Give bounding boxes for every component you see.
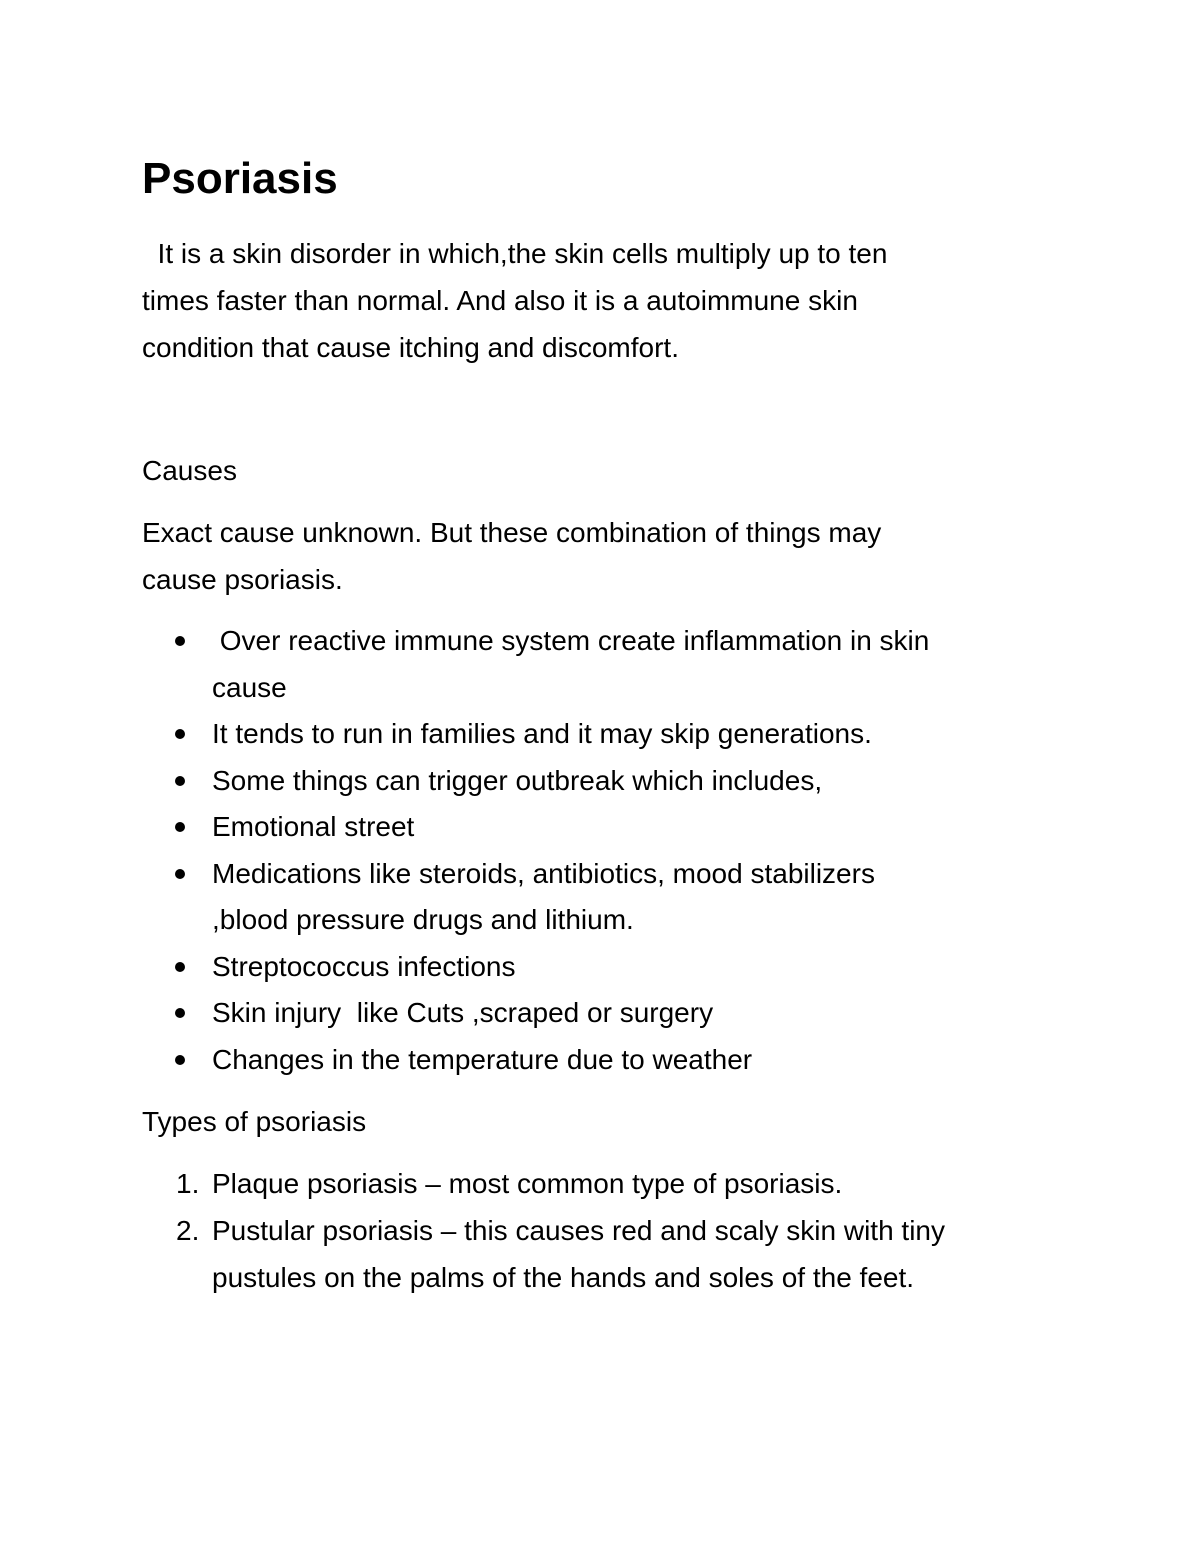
bullet-icon [175,1008,185,1018]
bullet-icon [175,962,185,972]
list-item-text: Changes in the temperature due to weather [212,1043,753,1075]
causes-heading: Causes [142,455,237,486]
list-item [212,1037,1062,1084]
list-item [212,711,1062,758]
list-item [212,618,1062,711]
causes-line: cause psoriasis. [142,564,343,595]
list-item [212,804,1062,851]
intro-paragraph [142,230,1042,371]
list-item-text: Medications like steroids, antibiotics, mood stabilizers [212,857,875,889]
list-item-text: It tends to run in families and it may skip generations. [212,718,872,749]
list-item-text: Some things can trigger outbreak which includes, [212,764,823,796]
document-title: Psoriasis [142,154,338,203]
list-item [212,851,1062,944]
bullet-icon [175,869,185,879]
types-list [176,1160,1062,1301]
types-heading: Types of psoriasis [142,1106,367,1137]
intro-line: times faster than normal. And also it is a autoimmune skin [142,285,858,316]
list-item-text: ,blood pressure drugs and lithium. [212,904,634,935]
causes-line: Exact cause unknown. But these combination of things may [142,517,882,548]
list-item [212,990,1062,1037]
list-item-text: cause [212,671,287,703]
intro-line: condition that cause itching and discomfort. [142,332,679,363]
list-item-text: Over reactive immune system create inflammation in skin [212,625,930,656]
list-item-text: Pustular psoriasis – this causes red and scaly skin with tiny [212,1215,945,1246]
list-item [212,944,1062,991]
bullet-icon [175,776,185,786]
bullet-icon [175,636,185,646]
list-item-text: pustules on the palms of the hands and soles of the feet. [212,1262,915,1293]
list-item [176,1207,1062,1301]
bullet-icon [175,1055,185,1065]
list-number: 2. [176,1215,200,1246]
list-number: 1. [176,1168,200,1199]
causes-paragraph [142,509,1042,603]
causes-list [212,618,1062,1083]
list-item-text: Plaque psoriasis – most common type of psoriasis. [212,1168,843,1199]
list-item [212,758,1062,805]
list-item-text: Emotional street [212,811,415,842]
list-item-text: Streptococcus infections [212,950,516,982]
intro-line: It is a skin disorder in which,the skin cells multiply up to ten [142,238,888,269]
list-item-text: Skin injury like Cuts ,scraped or surgery [212,997,714,1028]
bullet-icon [175,729,185,739]
list-item [176,1160,1062,1207]
bullet-icon [175,822,185,832]
